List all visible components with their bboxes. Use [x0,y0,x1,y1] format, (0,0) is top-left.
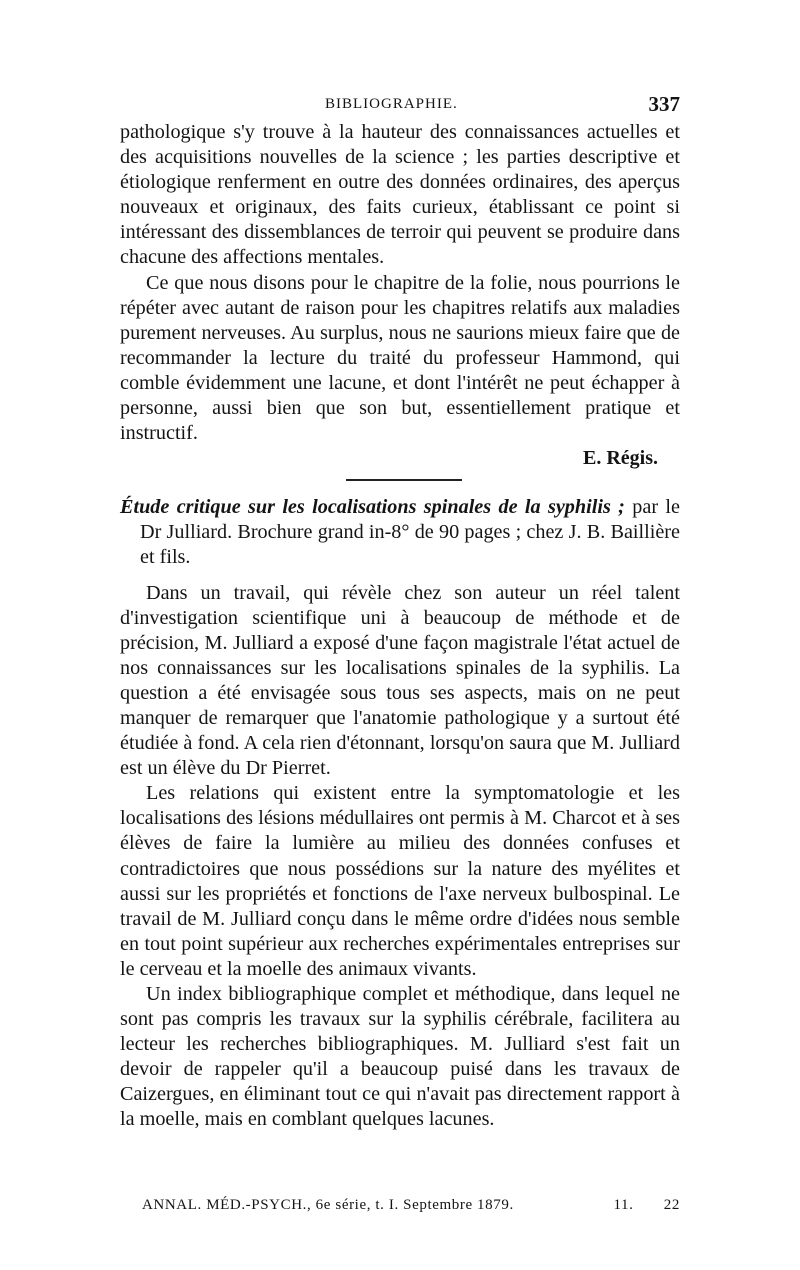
section-divider [346,479,462,481]
footer-signature-marks [587,1197,680,1214]
paragraph: Dans un travail, qui révèle chez son auteur un réel talent d'investigation scientifique uni à beaucoup de méthode et de précision, M. Julliard a exposé d'une façon magistrale l'état actuel de nos connaissances sur les localisations spinales de la syphilis. La question a été envisagée sous tous ses aspects, mais on ne peut manquer de remarquer que l'anatomie pathologique y a surtout été étudiée à fond. A cela rien d'étonnant, lorsqu'on saura que M. Julliard est un élève du Dr Pierret. [120,581,680,780]
running-head [120,84,680,120]
book-page [120,84,680,1214]
paragraph: pathologique s'y trouve à la hauteur des connaissances actuelles et des acquisitions nouvelles de la science ; les parties descriptive et étiologique renferment en outre des données ordinaires, des aperçus nouveaux et originaux, des faits curieux, établissant ce point si intéressant des dissemblances de terroir qui peuvent se produire dans chacune des affections mentales. [120,121,680,269]
footer-sheet-number: 11. [613,1197,634,1213]
footer-gathering-number: 22 [663,1197,680,1213]
article-body-top [120,120,680,446]
article-body-bottom [120,581,680,1133]
page-footer [120,1197,680,1214]
review-heading [120,495,680,570]
reviewed-work-title: Étude critique sur les localisations spinales de la syphilis ; [120,496,625,519]
running-head-title: BIBLIOGRAPHIE. [325,96,458,112]
paragraph: Les relations qui existent entre la symptomatologie et les localisations des lésions médullaires ont permis à M. Charcot et à ses élèves de faire la lumière au milieu des données confuses et contradictoires que nous possédions sur la nature des myélites et aussi sur les propriétés et fonctions de l'axe nerveux bulbospinal. Le travail de M. Julliard conçu dans le même ordre d'idées nous semble en tout point supérieur aux recherches expérimentales entreprises sur le cerveau et la moelle des animaux vivants. [120,782,680,980]
page-number: 337 [648,92,680,116]
footer-citation: ANNAL. MÉD.-PSYCH., 6e série, t. I. Septembre 1879. [142,1197,514,1213]
paragraph: Ce que nous disons pour le chapitre de la folie, nous pourrions le répéter avec autant de raison pour les chapitres relatifs aux maladies purement nerveuses. Au surplus, nous ne saurions mieux faire que de recommander la lecture du traité du professeur Hammond, qui comble évidemment une lacune, et dont l'intérêt ne peut échapper à personne, aussi bien que son but, essentiellement pratique et instructif. [120,271,680,445]
reviewed-work-details: par le Dr Julliard. Brochure grand in-8° de 90 pages ; chez J. B. Baillière et fils. [140,496,680,569]
author-signature: E. Régis. [583,447,658,470]
paragraph: Un index bibliographique complet et méthodique, dans lequel ne sont pas compris les travaux sur la syphilis cérébrale, facilitera au lecteur les recherches bibliographiques. M. Julliard s'est fait un devoir de rappeler qu'il a beaucoup puisé dans les travaux de Caizergues, en éliminant tout ce qui n'avait pas directement rapport à la moelle, mais en comblant quelques lacunes. [120,983,680,1131]
